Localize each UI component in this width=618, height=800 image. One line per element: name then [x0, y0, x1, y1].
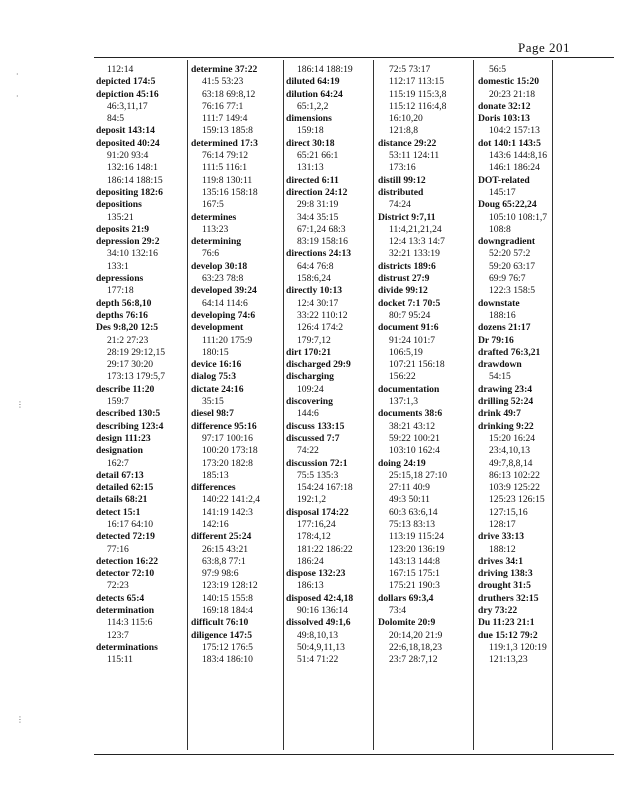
index-subentry: 119:8 130:11 [202, 174, 253, 186]
index-entry: determinations [96, 641, 158, 653]
index-entry: describing 123:4 [96, 420, 164, 432]
index-subentry: 135:16 158:18 [202, 186, 258, 198]
index-entry: documents 38:6 [378, 408, 443, 420]
index-entry: dot 140:1 143:5 [478, 137, 541, 149]
index-entry: deposits 21:9 [96, 223, 150, 235]
index-entry: distance 29:22 [378, 137, 437, 149]
index-entry: disposal 174:22 [286, 506, 349, 518]
index-entry: directed 6:11 [286, 174, 339, 186]
index-column-5 [478, 64, 568, 746]
index-entry: diluted 64:19 [286, 76, 340, 88]
index-subentry: 41:5 53:23 [202, 76, 244, 88]
index-subentry: 128:17 [489, 518, 516, 530]
index-entry: depressions [96, 273, 144, 285]
index-entry: docket 7:1 70:5 [378, 297, 441, 309]
index-entry: driving 138:3 [478, 568, 533, 580]
index-subentry: 123:20 136:19 [389, 543, 445, 555]
index-subentry: 59:20 63:17 [489, 260, 536, 272]
index-entry: Du 11:23 21:1 [478, 617, 535, 629]
index-entry: detector 72:10 [96, 568, 155, 580]
index-subentry: 103:9 125:22 [489, 482, 540, 494]
index-subentry: 52:20 57:2 [489, 248, 531, 260]
index-subentry: 159:18 [297, 125, 324, 137]
index-subentry: 159:13 185:8 [202, 125, 253, 137]
index-entry: dictate 24:16 [191, 383, 244, 395]
index-subentry: 188:16 [489, 309, 516, 321]
index-entry: directly 10:13 [286, 285, 343, 297]
index-entry: depositing 182:6 [96, 186, 163, 198]
index-subentry: 74:24 [389, 199, 411, 211]
index-subentry: 16:10,20 [389, 113, 423, 125]
index-subentry: 86:13 102:22 [489, 469, 540, 481]
index-subentry: 127:15,16 [489, 506, 528, 518]
index-subentry: 177:18 [107, 285, 134, 297]
index-entry: dialog 75:3 [191, 371, 237, 383]
index-subentry: 76:14 79:12 [202, 150, 249, 162]
index-entry: depth 56:8,10 [96, 297, 152, 309]
index-entry: dissolved 49:1,6 [286, 617, 351, 629]
index-entry: develop 30:18 [191, 260, 248, 272]
scan-mark: · [16, 92, 19, 101]
index-entry: districts 189:6 [378, 260, 436, 272]
index-subentry: 115:12 116:4,8 [389, 100, 447, 112]
index-subentry: 77:16 [107, 543, 129, 555]
index-subentry: 65:21 66:1 [297, 150, 339, 162]
index-subentry: 186:14 188:15 [107, 174, 163, 186]
index-subentry: 125:23 126:15 [489, 494, 545, 506]
index-subentry: 97:17 100:16 [202, 432, 253, 444]
index-entry: discovering [286, 396, 333, 408]
index-subentry: 126:4 174:2 [297, 322, 344, 334]
index-subentry: 69:9 76:7 [489, 273, 526, 285]
index-subentry: 83:19 158:16 [297, 236, 348, 248]
index-subentry: 51:4 71:22 [297, 654, 339, 666]
index-subentry: 25:15,18 27:10 [389, 469, 448, 481]
index-entry: District 9:7,11 [378, 211, 436, 223]
index-entry: determining [191, 236, 242, 248]
index-subentry: 65:1,2,2 [297, 100, 329, 112]
index-subentry: 179:7,12 [297, 334, 331, 346]
index-column-3 [286, 64, 376, 746]
index-subentry: 180:15 [202, 346, 229, 358]
index-entry: depositions [96, 199, 142, 211]
index-subentry: 32:21 133:19 [389, 248, 440, 260]
index-subentry: 63:8,8 77:1 [202, 555, 246, 567]
index-entry: drought 31:5 [478, 580, 531, 592]
index-entry: Des 9:8,20 12:5 [96, 322, 159, 334]
index-entry: Dolomite 20:9 [378, 617, 436, 629]
index-subentry: 63:18 69:8,12 [202, 88, 256, 100]
index-subentry: 121:13,23 [489, 654, 528, 666]
index-subentry: 188:12 [489, 543, 516, 555]
index-subentry: 90:16 136:14 [297, 605, 348, 617]
index-subentry: 181:22 186:22 [297, 543, 353, 555]
index-entry: dilution 64:24 [286, 88, 343, 100]
index-subentry: 56:5 [489, 64, 507, 75]
index-entry: dispose 132:23 [286, 568, 346, 580]
index-entry: developed 39:24 [191, 285, 257, 297]
index-entry: detail 67:13 [96, 469, 144, 481]
column-rule [473, 60, 474, 750]
index-entry: details 68:21 [96, 494, 148, 506]
index-subentry: 111:20 175:9 [202, 334, 253, 346]
index-entry: dirt 170:21 [286, 346, 332, 358]
index-subentry: 20:14,20 21:9 [389, 629, 443, 641]
index-subentry: 144:6 [297, 408, 319, 420]
index-entry: diesel 98:7 [191, 408, 234, 420]
index-subentry: 178:4,12 [297, 531, 331, 543]
index-entry: described 130:5 [96, 408, 161, 420]
index-subentry: 84:5 [107, 113, 125, 125]
index-entry: determine 37:22 [191, 64, 258, 75]
index-subentry: 186:13 [297, 580, 324, 592]
index-entry: difference 95:16 [191, 420, 257, 432]
index-entry: drafted 76:3,21 [478, 346, 541, 358]
index-subentry: 115:19 115:3,8 [389, 88, 447, 100]
index-subentry: 192:1,2 [297, 494, 327, 506]
index-subentry: 20:23 21:18 [489, 88, 536, 100]
index-entry: describe 11:20 [96, 383, 155, 395]
index-subentry: 75:5 135:3 [297, 469, 339, 481]
index-entry: diligence 147:5 [191, 629, 253, 641]
index-subentry: 173:16 [389, 162, 416, 174]
index-entry: drive 33:13 [478, 531, 525, 543]
index-entry: determines [191, 211, 237, 223]
index-subentry: 183:4 186:10 [202, 654, 253, 666]
index-subentry: 186:24 [297, 555, 324, 567]
index-entry: directions 24:13 [286, 248, 352, 260]
index-subentry: 156:22 [389, 371, 416, 383]
index-subentry: 11:4,21,21,24 [389, 223, 442, 235]
index-entry: DOT-related [478, 174, 530, 186]
index-subentry: 35:15 [202, 396, 224, 408]
index-subentry: 132:16 148:1 [107, 162, 158, 174]
index-subentry: 175:12 176:5 [202, 641, 253, 653]
index-entry: divide 99:12 [378, 285, 428, 297]
index-entry: deposit 143:14 [96, 125, 155, 137]
index-subentry: 23:7 28:7,12 [389, 654, 438, 666]
index-entry: Dr 79:16 [478, 334, 514, 346]
index-subentry: 97:9 98:6 [202, 568, 239, 580]
index-subentry: 38:21 43:12 [389, 420, 436, 432]
scan-mark: ⋮ [16, 400, 24, 409]
index-entry: developing 74:6 [191, 309, 256, 321]
index-subentry: 108:8 [489, 223, 511, 235]
index-subentry: 137:1,3 [389, 396, 419, 408]
index-entry: dimensions [286, 113, 332, 125]
index-subentry: 113:19 115:24 [389, 531, 444, 543]
column-rule [283, 60, 284, 750]
index-subentry: 75:13 83:13 [389, 518, 436, 530]
column-rule [187, 60, 188, 750]
index-subentry: 169:18 184:4 [202, 605, 253, 617]
index-entry: discussion 72:1 [286, 457, 348, 469]
index-subentry: 177:16,24 [297, 518, 336, 530]
scan-mark: ⋮ [16, 715, 24, 724]
index-subentry: 91:20 93:4 [107, 150, 149, 162]
index-subentry: 33:22 110:12 [297, 309, 348, 321]
index-entry: documentation [378, 383, 440, 395]
index-entry: depression 29:2 [96, 236, 160, 248]
index-subentry: 16:17 64:10 [107, 518, 154, 530]
index-entry: designation [96, 445, 143, 457]
index-entry: discussed 7:7 [286, 432, 340, 444]
index-subentry: 91:24 101:7 [389, 334, 436, 346]
index-entry: detection 16:22 [96, 555, 159, 567]
index-subentry: 123:19 128:12 [202, 580, 258, 592]
index-subentry: 167:5 [202, 199, 224, 211]
index-entry: detects 65:4 [96, 592, 145, 604]
index-entry: determined 17:3 [191, 137, 258, 149]
index-subentry: 34:4 35:15 [297, 211, 339, 223]
index-subentry: 123:7 [107, 629, 129, 641]
index-subentry: 115:11 [107, 654, 133, 666]
index-entry: drink 49:7 [478, 408, 521, 420]
index-entry: distributed [378, 186, 424, 198]
index-subentry: 109:24 [297, 383, 324, 395]
index-entry: design 111:23 [96, 432, 151, 444]
index-entry: drinking 9:22 [478, 420, 534, 432]
index-subentry: 186:14 188:19 [297, 64, 353, 75]
index-entry: druthers 32:15 [478, 592, 539, 604]
index-entry: depiction 45:16 [96, 88, 159, 100]
index-entry: discuss 133:15 [286, 420, 345, 432]
index-subentry: 15:20 16:24 [489, 432, 536, 444]
index-subentry: 185:13 [202, 469, 229, 481]
index-subentry: 146:1 186:24 [489, 162, 540, 174]
index-subentry: 29:17 30:20 [107, 359, 154, 371]
index-subentry: 121:8,8 [389, 125, 419, 137]
index-entry: downstate [478, 297, 520, 309]
index-subentry: 21:2 27:23 [107, 334, 149, 346]
index-subentry: 100:20 173:18 [202, 445, 258, 457]
index-subentry: 23:4,10,13 [489, 445, 531, 457]
index-entry: drawing 23:4 [478, 383, 533, 395]
index-entry: doing 24:19 [378, 457, 426, 469]
index-subentry: 173:20 182:8 [202, 457, 253, 469]
index-entry: determination [96, 605, 155, 617]
index-subentry: 28:19 29:12,15 [107, 346, 166, 358]
index-entry: drives 34:1 [478, 555, 524, 567]
index-entry: detect 15:1 [96, 506, 141, 518]
page-number: Page 201 [517, 40, 570, 55]
index-subentry: 73:4 [389, 605, 407, 617]
index-subentry: 64:14 114:6 [202, 297, 248, 309]
index-entry: depths 76:16 [96, 309, 148, 321]
index-subentry: 34:10 132:16 [107, 248, 158, 260]
index-entry: distrust 27:9 [378, 273, 430, 285]
index-subentry: 140:15 155:8 [202, 592, 253, 604]
index-subentry: 122:3 158:5 [489, 285, 536, 297]
index-subentry: 112:14 [107, 64, 134, 75]
index-subentry: 76:16 77:1 [202, 100, 244, 112]
index-entry: direction 24:12 [286, 186, 348, 198]
index-subentry: 141:19 142:3 [202, 506, 253, 518]
index-subentry: 114:3 115:6 [107, 617, 153, 629]
index-subentry: 74:22 [297, 445, 319, 457]
index-subentry: 162:7 [107, 457, 129, 469]
index-subentry: 112:17 113:15 [389, 76, 444, 88]
index-entry: detected 72:19 [96, 531, 155, 543]
index-subentry: 49:8,10,13 [297, 629, 339, 641]
index-subentry: 158:6,24 [297, 273, 331, 285]
index-subentry: 175:21 190:3 [389, 580, 440, 592]
index-entry: development [191, 322, 244, 334]
index-entry: dry 73:22 [478, 605, 518, 617]
index-subentry: 103:10 162:4 [389, 445, 440, 457]
index-entry: Doug 65:22,24 [478, 199, 537, 211]
index-subentry: 29:8 31:19 [297, 199, 339, 211]
index-subentry: 106:5,19 [389, 346, 423, 358]
index-entry: donate 32:12 [478, 100, 531, 112]
index-subentry: 72:5 73:17 [389, 64, 431, 75]
index-entry: document 91:6 [378, 322, 439, 334]
index-entry: dozens 21:17 [478, 322, 531, 334]
index-subentry: 54:15 [489, 371, 511, 383]
index-entry: drawdown [478, 359, 522, 371]
index-entry: discharging [286, 371, 334, 383]
index-subentry: 131:13 [297, 162, 324, 174]
index-subentry: 63:23 78:8 [202, 273, 244, 285]
index-entry: device 16:16 [191, 359, 242, 371]
index-frame [94, 57, 614, 755]
index-subentry: 27:11 40:9 [389, 482, 430, 494]
index-entry: drilling 52:24 [478, 396, 534, 408]
index-subentry: 76:6 [202, 248, 220, 260]
index-subentry: 22:6,18,18,23 [389, 641, 443, 653]
index-entry: deposited 40:24 [96, 137, 160, 149]
index-column-4 [378, 64, 468, 746]
index-subentry: 113:23 [202, 223, 229, 235]
index-subentry: 140:22 141:2,4 [202, 494, 261, 506]
index-entry: dollars 69:3,4 [378, 592, 434, 604]
index-entry: downgradient [478, 236, 536, 248]
index-entry: disposed 42:4,18 [286, 592, 354, 604]
index-entry: distill 99:12 [378, 174, 426, 186]
index-subentry: 107:21 156:18 [389, 359, 445, 371]
index-subentry: 111:7 149:4 [202, 113, 248, 125]
index-subentry: 49:7,8,8,14 [489, 457, 533, 469]
index-subentry: 46:3,11,17 [107, 100, 148, 112]
index-subentry: 53:11 124:11 [389, 150, 440, 162]
index-entry: difficult 76:10 [191, 617, 249, 629]
index-column-1 [96, 64, 186, 746]
index-subentry: 12:4 30:17 [297, 297, 339, 309]
index-subentry: 143:6 144:8,16 [489, 150, 548, 162]
index-entry: Doris 103:13 [478, 113, 530, 125]
index-entry: depicted 174:5 [96, 76, 156, 88]
index-subentry: 12:4 13:3 14:7 [389, 236, 445, 248]
index-subentry: 49:3 50:11 [389, 494, 430, 506]
index-subentry: 111:5 116:1 [202, 162, 248, 174]
index-subentry: 119:1,3 120:19 [489, 641, 547, 653]
index-entry: domestic 15:20 [478, 76, 540, 88]
index-subentry: 133:1 [107, 260, 129, 272]
index-subentry: 135:21 [107, 211, 134, 223]
index-column-2 [191, 64, 281, 746]
index-subentry: 167:15 175:1 [389, 568, 440, 580]
index-entry: direct 30:18 [286, 137, 335, 149]
index-subentry: 67:1,24 68:3 [297, 223, 346, 235]
index-entry: due 15:12 79:2 [478, 629, 538, 641]
scan-mark: · [16, 70, 19, 79]
index-subentry: 60:3 63:6,14 [389, 506, 438, 518]
index-subentry: 59:22 100:21 [389, 432, 440, 444]
index-subentry: 142:16 [202, 518, 229, 530]
index-subentry: 26:15 43:21 [202, 543, 249, 555]
index-subentry: 159:7 [107, 396, 129, 408]
index-entry: discharged 29:9 [286, 359, 351, 371]
index-subentry: 64:4 76:8 [297, 260, 334, 272]
index-subentry: 80:7 95:24 [389, 309, 431, 321]
index-subentry: 50:4,9,11,13 [297, 641, 345, 653]
index-entry: different 25:24 [191, 531, 252, 543]
index-entry: detailed 62:15 [96, 482, 154, 494]
index-subentry: 143:13 144:8 [389, 555, 440, 567]
index-subentry: 145:17 [489, 186, 516, 198]
index-subentry: 105:10 108:1,7 [489, 211, 548, 223]
index-subentry: 104:2 157:13 [489, 125, 540, 137]
index-subentry: 154:24 167:18 [297, 482, 353, 494]
index-subentry: 173:13 179:5,7 [107, 371, 166, 383]
index-subentry: 72:23 [107, 580, 129, 592]
index-entry: differences [191, 482, 236, 494]
